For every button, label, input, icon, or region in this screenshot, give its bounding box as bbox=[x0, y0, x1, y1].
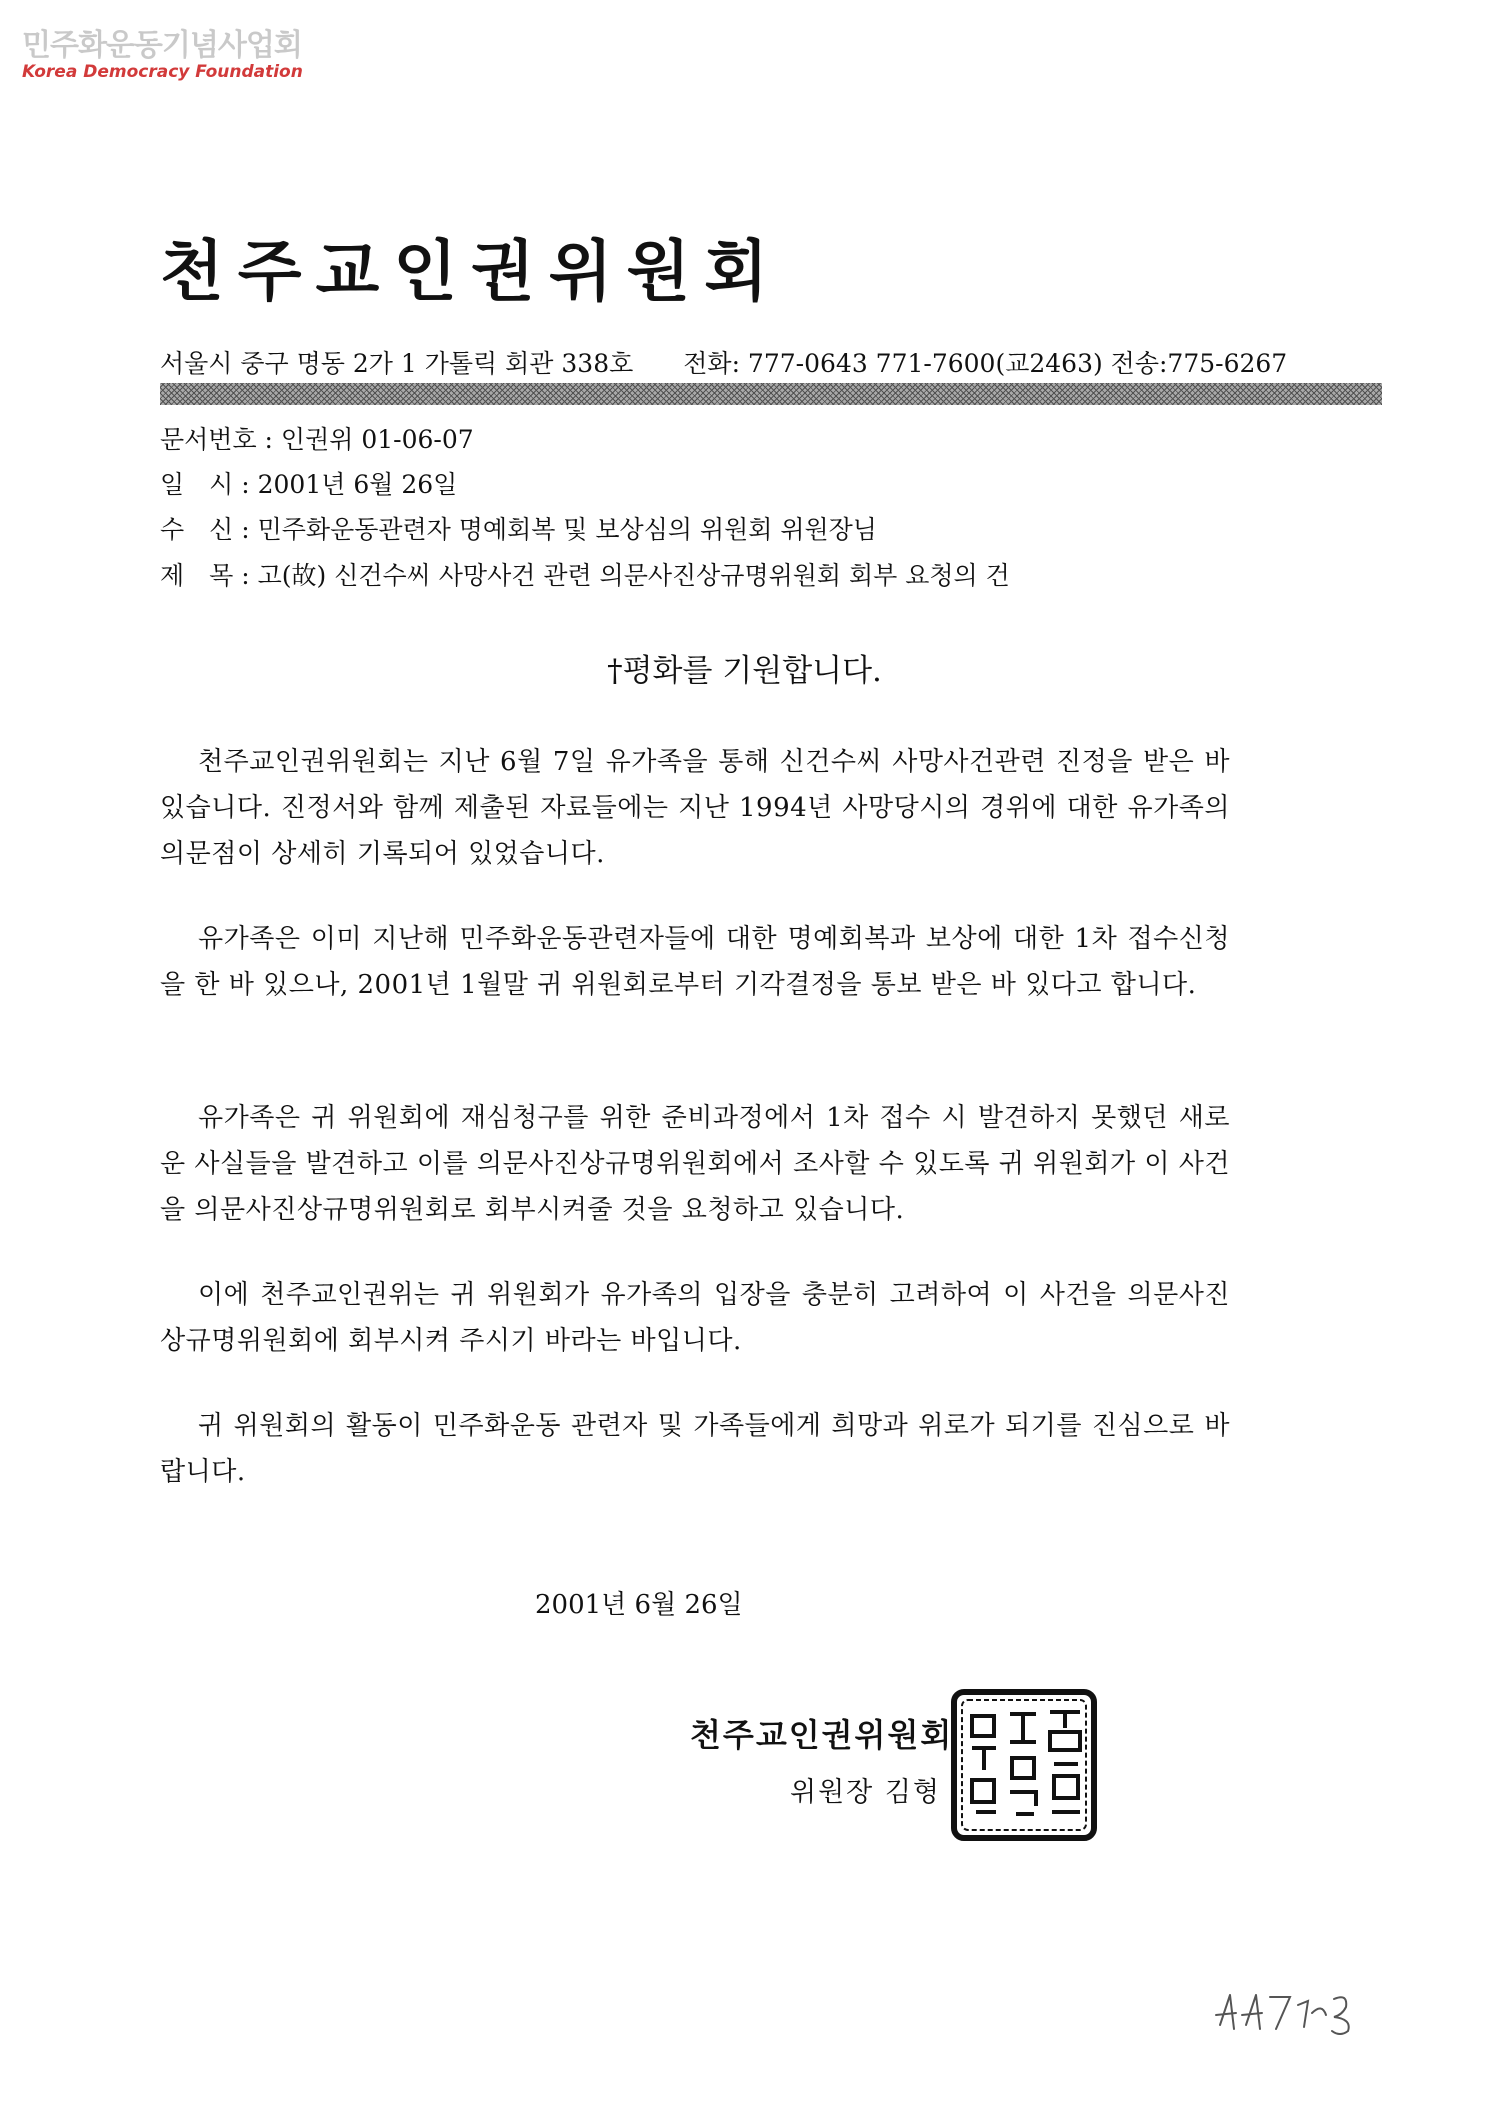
greeting: †평화를 기원합니다. bbox=[607, 653, 882, 689]
body-paragraph-1: 천주교인권위원회는 지난 6월 7일 유가족을 통해 신건수씨 사망사건관련 진정을 받은 바 있습니다. 진정서와 함께 제출된 자료들에는 지난 1994년 사망당시의 경위에 대한 유가족의 의문점이 상세히 기록되어 있었습니다. bbox=[160, 747, 1230, 869]
watermark-english: Korea Democracy Foundation bbox=[22, 62, 303, 82]
signature-chairperson: 위원장 김형 bbox=[790, 1777, 941, 1808]
body-paragraph-2: 유가족은 이미 지난해 민주화운동관련자들에 대한 명예회복과 보상에 대한 1차 접수신청을 한 바 있으나, 2001년 1월말 귀 위원회로부터 기각결정을 통보 받은 바 있다고 합니다. bbox=[160, 924, 1230, 1000]
body-paragraph-4: 이에 천주교인권위는 귀 위원회가 유가족의 입장을 충분히 고려하여 이 사건을 의문사진상규명위원회에 회부시켜 주시기 바라는 바입니다. bbox=[160, 1280, 1230, 1356]
body-paragraph-3: 유가족은 귀 위원회에 재심청구를 위한 준비과정에서 1차 접수 시 발견하지 못했던 새로운 사실들을 발견하고 이를 의문사진상규명위원회에서 조사할 수 있도록 귀 위원회가 이 사건을 의문사진상규명위원회로 회부시켜줄 것을 요청하고 있습니다. bbox=[160, 1103, 1230, 1225]
letterhead-address-line bbox=[160, 344, 1287, 380]
letterhead-address: 서울시 중구 명동 2가 1 가톨릭 회관 338호 bbox=[160, 349, 634, 378]
body-paragraph-5: 귀 위원회의 활동이 민주화운동 관련자 및 가족들에게 희망과 위로가 되기를 진심으로 바랍니다. bbox=[160, 1411, 1230, 1487]
handwritten-page-mark-icon bbox=[1212, 1985, 1372, 2040]
official-seal-icon bbox=[950, 1688, 1098, 1842]
watermark-korean: 민주화운동기념사업회 bbox=[22, 28, 302, 63]
doc-date: 일 시 : 2001년 6월 26일 bbox=[160, 470, 458, 499]
doc-recipient: 수 신 : 민주화운동관련자 명예회복 및 보상심의 위원회 위원장님 bbox=[160, 515, 877, 544]
signature-organization: 천주교인권위원회 bbox=[690, 1716, 954, 1754]
letterhead-divider bbox=[160, 383, 1382, 405]
letterhead-phone: 전화: 777-0643 771-7600(교2463) 전송:775-6267 bbox=[683, 349, 1288, 378]
doc-number: 문서번호 : 인권위 01-06-07 bbox=[160, 425, 474, 454]
letterhead-title: 천주교인권위원회 bbox=[160, 232, 783, 310]
closing-date: 2001년 6월 26일 bbox=[535, 1590, 743, 1620]
doc-subject: 제 목 : 고(故) 신건수씨 사망사건 관련 의문사진상규명위원회 회부 요청의 건 bbox=[160, 561, 1010, 590]
